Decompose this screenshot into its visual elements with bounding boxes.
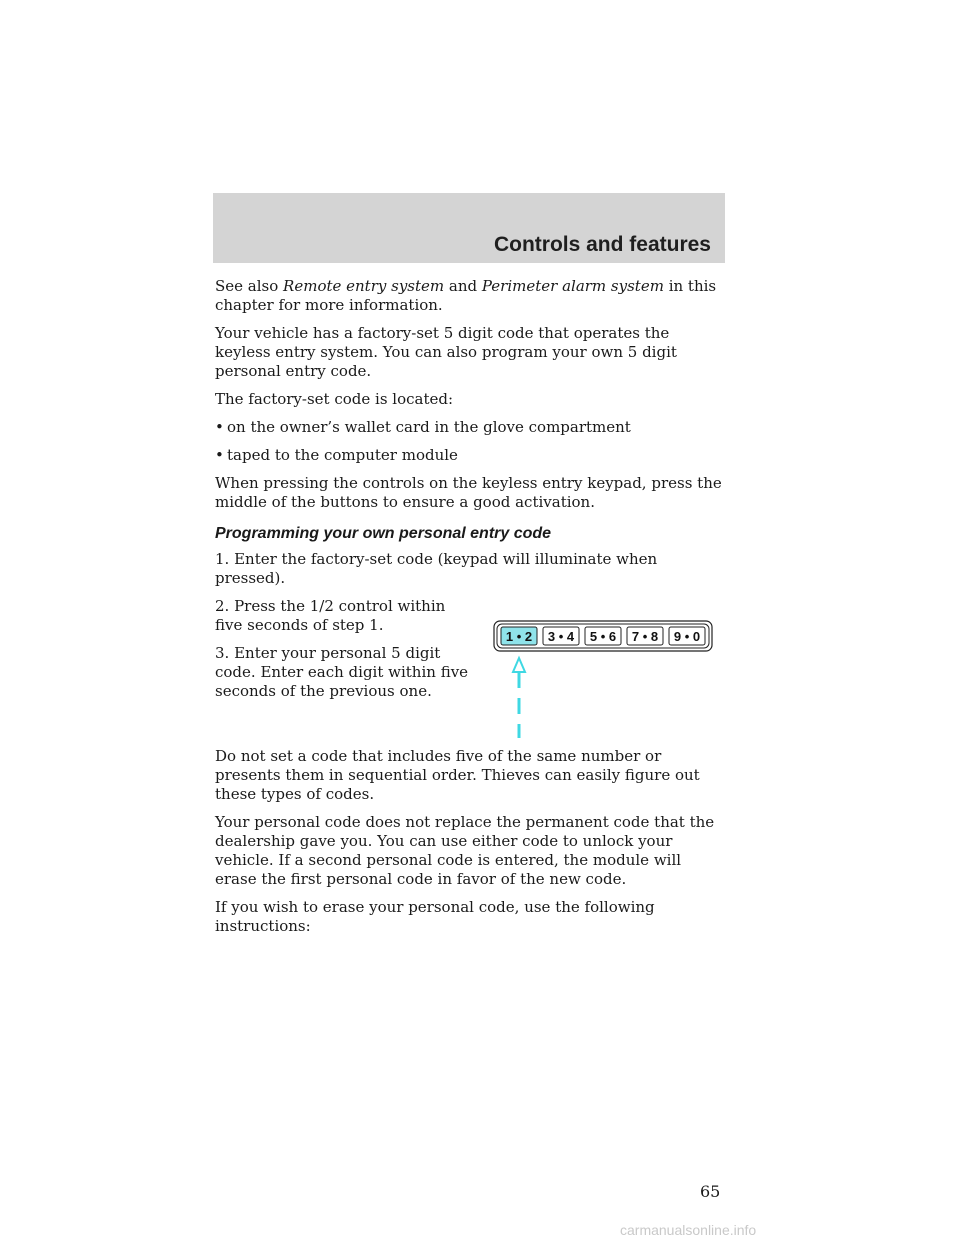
cross-reference-link: Perimeter alarm system xyxy=(481,277,664,295)
keypad-button-label: 7 • 8 xyxy=(631,629,659,644)
step-3: 3. Enter your personal 5 digit code. Enter each digit within five seconds of the previous one. xyxy=(215,644,469,700)
page-content xyxy=(215,277,725,945)
info-paragraph: Your personal code does not replace the permanent code that the dealership gave you. You can use either code to unlock your vehicle. If a second personal code is entered, the module will erase the first personal code in favor of the new code. xyxy=(215,813,715,888)
keypad-button-label: 3 • 4 xyxy=(547,629,575,644)
section-heading: Programming your own personal entry code xyxy=(215,525,552,542)
intro-paragraph-3: The factory-set code is located: xyxy=(215,390,454,408)
cross-reference-link: Remote entry system xyxy=(283,277,445,295)
step-2: 2. Press the 1/2 control within five seconds of step 1. xyxy=(215,597,446,634)
step-1: 1. Enter the factory-set code (keypad will illuminate when pressed). xyxy=(215,550,658,587)
page-number: 65 xyxy=(700,1182,721,1201)
keypad-button-label: 1 • 2 xyxy=(505,629,533,644)
intro-paragraph-1: See also Remote entry system and Perimeter alarm system in this chapter for more information. xyxy=(215,277,717,314)
watermark: carmanualsonline.info xyxy=(620,1222,757,1238)
warning-paragraph: Do not set a code that includes five of the same number or presents them in sequential order. Thieves can easily figure out these types of codes. xyxy=(215,747,700,803)
steps-column xyxy=(215,597,475,701)
keypad-illustration xyxy=(493,620,713,740)
steps-with-figure xyxy=(215,597,725,747)
bullet-icon: • xyxy=(215,418,224,436)
intro-paragraph-2: Your vehicle has a factory-set 5 digit code that operates the keyless entry system. You can also program your own 5 digit personal entry code. xyxy=(215,324,677,380)
arrow-up-icon xyxy=(513,658,525,672)
bullet-icon: • xyxy=(215,446,224,464)
page-title: Controls and features xyxy=(493,233,711,256)
intro-paragraph-4: When pressing the controls on the keyless entry keypad, press the middle of the buttons to ensure a good activation. xyxy=(215,474,722,511)
list-item: • on the owner’s wallet card in the glove compartment xyxy=(215,418,631,436)
keypad-button-label: 9 • 0 xyxy=(673,629,701,644)
erase-paragraph: If you wish to erase your personal code, use the following instructions: xyxy=(215,898,655,935)
list-item: • taped to the computer module xyxy=(215,446,458,464)
keypad-button-label: 5 • 6 xyxy=(589,629,617,644)
header-band xyxy=(213,193,725,263)
